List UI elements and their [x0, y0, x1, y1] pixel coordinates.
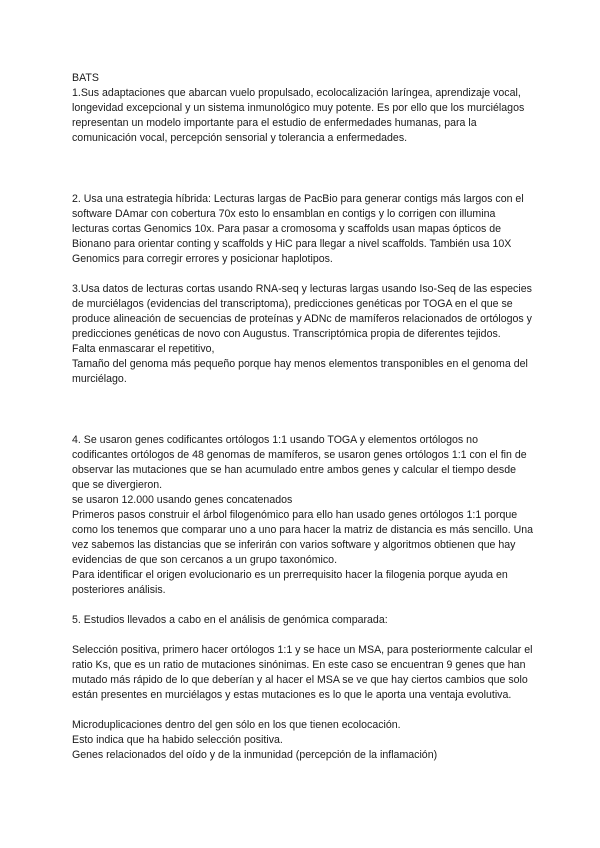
- paragraph-5-positive-selection: Selección positiva, primero hacer ortólogos 1:1 y se hace un MSA, para posteriormente calcular el ratio Ks, que es un ratio de mutaciones sinónimas. En este caso se encuentran 9 genes que han mutado más rápido de lo que deberían y al hacer el MSA se ve que hay ciertos cambios que solo están presentes en murciélagos y estas mutaciones es lo que le aporta una ventaja evolutiva.: [72, 644, 533, 701]
- spacer: [72, 628, 534, 643]
- spacer: [72, 598, 534, 613]
- spacer: [72, 146, 534, 192]
- paragraph-5-line-1: Microduplicaciones dentro del gen sólo en los que tienen ecolocación.: [72, 719, 401, 731]
- paragraph-3-note-2: Tamaño del genoma más pequeño porque hay menos elementos transponibles en el genoma del murciélago.: [72, 358, 528, 385]
- spacer: [72, 267, 534, 282]
- document-title: BATS: [72, 72, 99, 84]
- paragraph-4-note-1: se usaron 12.000 usando genes concatenados: [72, 494, 293, 506]
- paragraph-5-line-2: Esto indica que ha habido selección positiva.: [72, 734, 283, 746]
- paragraph-3-note-1: Falta enmascarar el repetitivo,: [72, 343, 215, 355]
- paragraph-3: 3.Usa datos de lecturas cortas usando RNA-seq y lecturas largas usando Iso-Seq de las especies de murciélagos (evidencias del transcriptoma), predicciones genéticas por TOGA en el que se produce alineación de secuencias de proteínas y ADNc de mamíferos relacionados de ortólogos y predicciones genéticas de novo con Augustus. Transcriptómica propia de diferentes tejidos.: [72, 283, 532, 340]
- paragraph-5: 5. Estudios llevados a cabo en el análisis de genómica comparada:: [72, 614, 388, 626]
- paragraph-4-note-2: Primeros pasos construir el árbol filogenómico para ello han usado genes ortólogos 1:1 porque como los tenemos que comparar uno a uno para hacer la matriz de distancia es más sencillo. Una vez sabemos las distancias que se inferirán con varios software y algoritmos obtienen que hay evidencias de que son cercanos a un grupo taxonómico.: [72, 509, 534, 566]
- spacer: [72, 387, 534, 433]
- document-body: [72, 71, 534, 763]
- spacer: [72, 703, 534, 718]
- paragraph-2: 2. Usa una estrategia híbrida: Lecturas largas de PacBio para generar contigs más largos con el software DAmar con cobertura 70x esto lo ensamblan en contigs y lo corrigen con illumina lecturas cortas Genomics 10x. Para pasar a cromosoma y scaffolds usan mapas ópticos de Bionano para orientar conting y scaffolds y HiC para llegar a nivel scaffolds. También usa 10X Genomics para corregir errores y posicionar haplotipos.: [72, 193, 524, 265]
- paragraph-1: 1.Sus adaptaciones que abarcan vuelo propulsado, ecolocalización laríngea, aprendizaje vocal, longevidad excepcional y un sistema inmunológico muy potente. Es por ello que los murciélagos representan un modelo importante para el estudio de enfermedades humanas, para la comunicación vocal, percepción sensorial y tolerancia a enfermedades.: [72, 87, 525, 144]
- paragraph-5-line-3: Genes relacionados del oído y de la inmunidad (percepción de la inflamación): [72, 749, 438, 761]
- paragraph-4-note-3: Para identificar el origen evolucionario es un prerrequisito hacer la filogenia porque ayuda en posteriores análisis.: [72, 569, 508, 596]
- paragraph-4: 4. Se usaron genes codificantes ortólogos 1:1 usando TOGA y elementos ortólogos no codificantes ortólogos de 48 genomas de mamíferos, se usaron genes ortólogos 1:1 con el fin de observar las mutaciones que se han acumulado entre ambos genes y calcular el tiempo desde que se divergieron.: [72, 434, 527, 491]
